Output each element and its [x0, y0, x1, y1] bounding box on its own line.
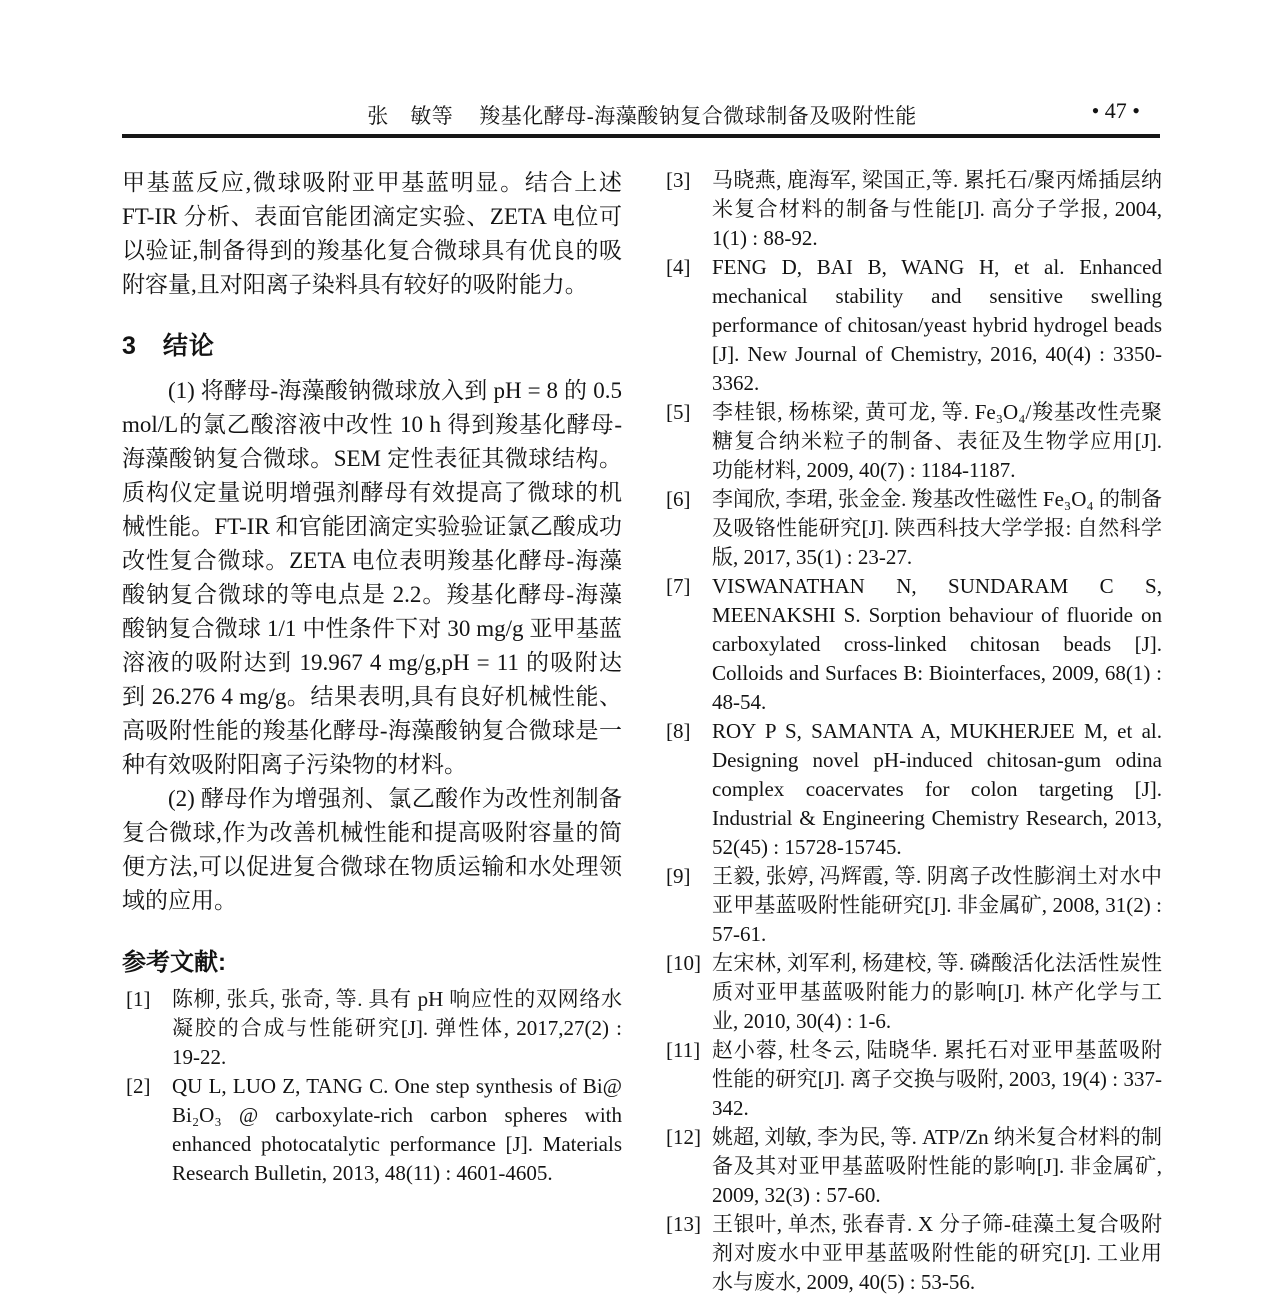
reference-item [662, 717, 1162, 862]
conclusion-point-2: (2) 酵母作为增强剂、氯乙酸作为改性剂制备复合微球,作为改善机械性能和提高吸附容量的简便方法,可以促进复合微球在物质运输和水处理领域的应用。 [122, 786, 622, 913]
reference-text: 左宋林, 刘军利, 杨建校, 等. 磷酸活化法活性炭性质对亚甲基蓝吸附能力的影响[J]. 林产化学与工业, 2010, 30(4) : 1-6. [712, 951, 1162, 1033]
reference-label: [12] [666, 1125, 701, 1149]
two-column-body [122, 166, 1162, 1297]
reference-label: [4] [666, 255, 691, 279]
reference-text: 王银叶, 单杰, 张春青. X 分子筛-硅藻土复合吸附剂对废水中亚甲基蓝吸附性能的研究[J]. 工业用水与废水, 2009, 40(5) : 53-56. [712, 1212, 1162, 1294]
reference-item [662, 253, 1162, 398]
reference-text: 李闻欣, 李珺, 张金金. 羧基改性磁性 Fe₃O₄ 的制备及吸铬性能研究[J]. 陕西科技大学学报: 自然科学版, 2017, 35(1) : 23-27. [712, 487, 1162, 569]
reference-label: [13] [666, 1212, 701, 1236]
reference-text: 李桂银, 杨栋梁, 黄可龙, 等. Fe₃O₄/羧基改性壳聚糖复合纳米粒子的制备、表征及生物学应用[J]. 功能材料, 2009, 40(7) : 1184-1187. [712, 400, 1162, 482]
reference-label: [3] [666, 168, 691, 192]
reference-label: [1] [126, 987, 151, 1011]
reference-text: 王毅, 张婷, 冯辉霞, 等. 阴离子改性膨润土对水中亚甲基蓝吸附性能研究[J]. 非金属矿, 2008, 31(2) : 57-61. [712, 864, 1162, 946]
references-heading: 参考文献: [122, 949, 226, 976]
page-header [122, 0, 1162, 138]
reference-text: 马晓燕, 鹿海军, 梁国正,等. 累托石/聚丙烯插层纳米复合材料的制备与性能[J]. 高分子学报, 2004, 1(1) : 88-92. [712, 168, 1162, 250]
running-head-title: 羧基化酵母-海藻酸钠复合微球制备及吸附性能 [479, 104, 917, 128]
reference-text: 赵小蓉, 杜冬云, 陆晓华. 累托石对亚甲基蓝吸附性能的研究[J]. 离子交换与吸附, 2003, 19(4) : 337-342. [712, 1038, 1162, 1120]
reference-item [662, 1210, 1162, 1297]
reference-label: [10] [666, 951, 701, 975]
reference-label: [8] [666, 719, 691, 743]
page-number: • 47 • [1091, 98, 1140, 123]
reference-label: [6] [666, 487, 691, 511]
reference-label: [11] [666, 1038, 701, 1062]
reference-text: FENG D, BAI B, WANG H, et al. Enhanced mechanical stability and sensitive swelling performance of chitosan/yeast hybrid hydrogel beads [J]. New Journal of Chemistry, 2016, 40(4) : 3350-3362. [712, 255, 1162, 395]
reference-item [122, 1072, 622, 1188]
reference-text: 姚超, 刘敏, 李为民, 等. ATP/Zn 纳米复合材料的制备及其对亚甲基蓝吸附性能的影响[J]. 非金属矿, 2009, 32(3) : 57-60. [712, 1125, 1162, 1207]
reference-label: [2] [126, 1074, 151, 1098]
running-head-authors: 张 敏等 [367, 104, 454, 128]
references-list-right [662, 166, 1162, 1297]
reference-item [662, 398, 1162, 485]
reference-label: [7] [666, 574, 691, 598]
reference-text: QU L, LUO Z, TANG C. One step synthesis of Bi@ Bi₂O₃ @ carboxylate-rich carbon spheres with enhanced photocatalytic performance [J]. Materials Research Bulletin, 2013, 48(11) : 4601-4605. [172, 1074, 622, 1185]
conclusion-runover-paragraph: 甲基蓝反应,微球吸附亚甲基蓝明显。结合上述 FT-IR 分析、表面官能团滴定实验、ZETA 电位可以验证,制备得到的羧基化复合微球具有优良的吸附容量,且对阳离子染料具有较好的吸附能力。 [122, 170, 622, 297]
reference-item [662, 1036, 1162, 1123]
reference-label: [5] [666, 400, 691, 424]
reference-item [122, 985, 622, 1072]
reference-text: ROY P S, SAMANTA A, MUKHERJEE M, et al. Designing novel pH-induced chitosan-gum odina complex coacervates for colon targeting [J]. Industrial & Engineering Chemistry Research, 2013, 52(45) : 15728-15745. [712, 719, 1162, 859]
reference-text: 陈柳, 张兵, 张奇, 等. 具有 pH 响应性的双网络水凝胶的合成与性能研究[J]. 弹性体, 2017,27(2) : 19-22. [172, 987, 622, 1069]
reference-item [662, 485, 1162, 572]
header-divider [122, 134, 1160, 138]
section-heading-conclusion: 3 结论 [122, 332, 215, 360]
reference-label: [9] [666, 864, 691, 888]
reference-item [662, 166, 1162, 253]
references-list-left [122, 985, 622, 1188]
right-column [662, 166, 1162, 1297]
reference-item [662, 1123, 1162, 1210]
conclusion-point-1: (1) 将酵母-海藻酸钠微球放入到 pH = 8 的 0.5 mol/L的氯乙酸溶液中改性 10 h 得到羧基化酵母-海藻酸钠复合微球。SEM 定性表征其微球结构。质构仪定量说明增强剂酵母有效提高了微球的机械性能。FT-IR 和官能团滴定实验验证氯乙酸成功改性复合微球。ZETA 电位表明羧基化酵母-海藻酸钠复合微球的等电点是 2.2。羧基化酵母-海藻酸钠复合微球 1/1 中性条件下对 30 mg/g 亚甲基蓝溶液的吸附达到 19.967 4 mg/g,pH = 11 的吸附达到 26.276 4 mg/g。结果表明,具有良好机械性能、高吸附性能的羧基化酵母-海藻酸钠复合微球是一种有效吸附阳离子污染物的材料。 [122, 378, 622, 777]
reference-item [662, 862, 1162, 949]
reference-item [662, 572, 1162, 717]
reference-item [662, 949, 1162, 1036]
running-head [122, 100, 1162, 130]
left-column [122, 166, 622, 1297]
reference-text: VISWANATHAN N, SUNDARAM C S, MEENAKSHI S. Sorption behaviour of fluoride on carboxylated cross-linked chitosan beads [J]. Colloids and Surfaces B: Biointerfaces, 2009, 68(1) : 48-54. [712, 574, 1162, 714]
